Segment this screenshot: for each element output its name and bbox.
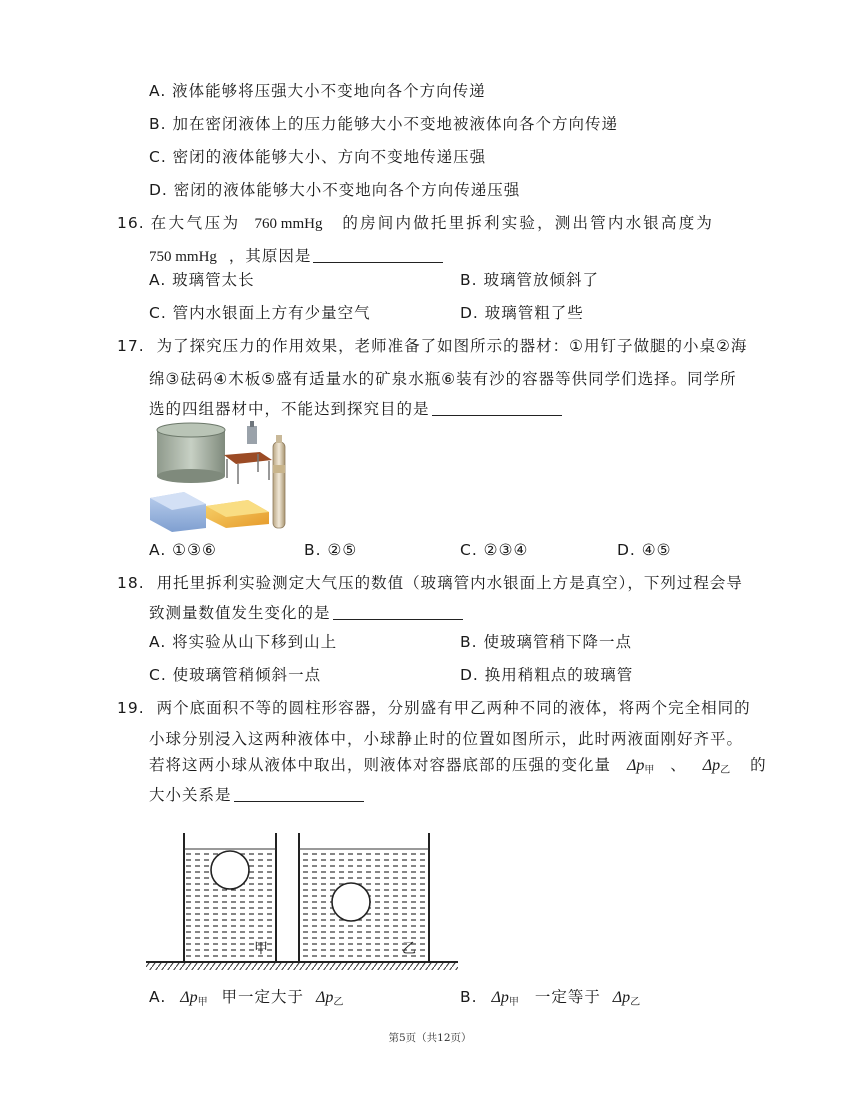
q17-option-d: D. ④⑤ bbox=[617, 541, 672, 559]
q19-sub-yi: 乙 bbox=[720, 765, 731, 776]
q19-option-a: A. $\Delta p_甲$ 甲一定大于 $\Delta p_乙$ bbox=[149, 988, 344, 1008]
q18-line-1 bbox=[117, 572, 743, 594]
q15-option-c: C. 密闭的液体能够大小、方向不变地传递压强 bbox=[149, 148, 487, 166]
q19-delta-p-yi: Δp bbox=[702, 757, 721, 774]
q17-number: 17. bbox=[117, 337, 145, 355]
q17-equipment-image bbox=[148, 420, 298, 532]
q16-text-pre: 在大气压为 bbox=[150, 214, 241, 232]
wood-board-icon bbox=[206, 500, 269, 528]
q17-line-2: 绵③砝码④木板⑤盛有适量水的矿泉水瓶⑥装有沙的容器等供同学们选择。同学所 bbox=[149, 370, 737, 388]
q16-number: 16. bbox=[117, 214, 145, 232]
q16-option-a: A. 玻璃管太长 bbox=[149, 271, 255, 289]
q19-option-b: B. $\Delta p_甲$ 一定等于 $\Delta p_乙$ bbox=[460, 988, 641, 1008]
sand-container-icon bbox=[157, 423, 225, 483]
q19-text-3: 若将这两小球从液体中取出，则液体对容器底部的压强的变化量 bbox=[149, 756, 612, 774]
q17-text-3: 选的四组器材中，不能达到探究目的是 bbox=[149, 400, 430, 418]
q17-text-1: 为了探究压力的作用效果，老师准备了如图所示的器材：①用钉子做腿的小桌②海 bbox=[156, 337, 748, 355]
q17-option-c: C. ②③④ bbox=[460, 541, 529, 559]
q17-answer-blank bbox=[432, 399, 562, 416]
q16-option-b: B. 玻璃管放倾斜了 bbox=[460, 271, 599, 289]
q16-option-d: D. 玻璃管粗了些 bbox=[460, 304, 584, 322]
water-bottle-icon bbox=[273, 435, 285, 528]
q18-number: 18. bbox=[117, 574, 145, 592]
q17-line-3 bbox=[149, 398, 562, 420]
q16-option-c: C. 管内水银面上方有少量空气 bbox=[149, 304, 371, 322]
q18-option-d: D. 换用稍粗点的玻璃管 bbox=[460, 666, 634, 684]
q18-text-1: 用托里拆利实验测定大气压的数值（玻璃管内水银面上方是真空），下列过程会导 bbox=[156, 574, 743, 592]
q16-pressure-1: 760 mmHg bbox=[254, 216, 323, 232]
q18-option-b: B. 使玻璃管稍下降一点 bbox=[460, 633, 632, 651]
q19-delta-p-jia: Δp bbox=[626, 757, 645, 774]
q19-line-4 bbox=[149, 784, 364, 806]
q19-line-1 bbox=[117, 697, 751, 719]
q18-line-2 bbox=[149, 602, 463, 624]
sponge-icon bbox=[150, 492, 206, 532]
q19-number: 19. bbox=[117, 699, 145, 717]
nail-table-icon bbox=[224, 452, 272, 484]
q18-text-2: 致测量数值发生变化的是 bbox=[149, 604, 331, 622]
page-footer: 第5页（共12页） bbox=[388, 1032, 472, 1044]
q19-answer-blank bbox=[234, 785, 364, 802]
q16-pressure-2: 750 mmHg bbox=[149, 249, 217, 265]
q17-option-a: A. ①③⑥ bbox=[149, 541, 217, 559]
q18-option-c: C. 使玻璃管稍倾斜一点 bbox=[149, 666, 322, 684]
q16-line-2 bbox=[149, 245, 443, 268]
q16-answer-blank bbox=[313, 246, 443, 263]
q19-line-3 bbox=[149, 754, 767, 782]
q17-line-1 bbox=[117, 335, 747, 357]
q16-line-1 bbox=[117, 212, 714, 235]
q15-option-d: D. 密闭的液体能够大小不变地向各个方向传递压强 bbox=[149, 181, 521, 199]
q16-text-post: 的房间内做托里拆利实验，测出管内水银高度为 bbox=[342, 214, 715, 232]
q18-option-a: A. 将实验从山下移到山上 bbox=[149, 633, 338, 651]
ball-yi bbox=[332, 883, 370, 921]
q16-text-end: ，其原因是 bbox=[228, 247, 312, 265]
ground bbox=[146, 962, 458, 970]
q19-containers-figure bbox=[140, 815, 465, 975]
label-yi: 乙 bbox=[402, 941, 416, 957]
q19-text-1: 两个底面积不等的圆柱形容器，分别盛有甲乙两种不同的液体，将两个完全相同的 bbox=[156, 699, 751, 717]
q19-separator: 、 bbox=[670, 756, 687, 774]
q19-de: 的 bbox=[750, 756, 767, 774]
q19-line-2: 小球分别浸入这两种液体中，小球静止时的位置如图所示，此时两液面刚好齐平。 bbox=[149, 730, 744, 748]
weight-icon bbox=[247, 421, 257, 444]
q18-answer-blank bbox=[333, 603, 463, 620]
q19-text-4: 大小关系是 bbox=[149, 786, 232, 804]
q19-sub-jia: 甲 bbox=[644, 765, 655, 776]
ball-jia bbox=[211, 851, 249, 889]
q15-option-a: A. 液体能够将压强大小不变地向各个方向传递 bbox=[149, 82, 486, 100]
label-jia: 甲 bbox=[254, 941, 268, 957]
q15-option-b: B. 加在密闭液体上的压力能够大小不变地被液体向各个方向传递 bbox=[149, 115, 618, 133]
q17-option-b: B. ②⑤ bbox=[304, 541, 358, 559]
